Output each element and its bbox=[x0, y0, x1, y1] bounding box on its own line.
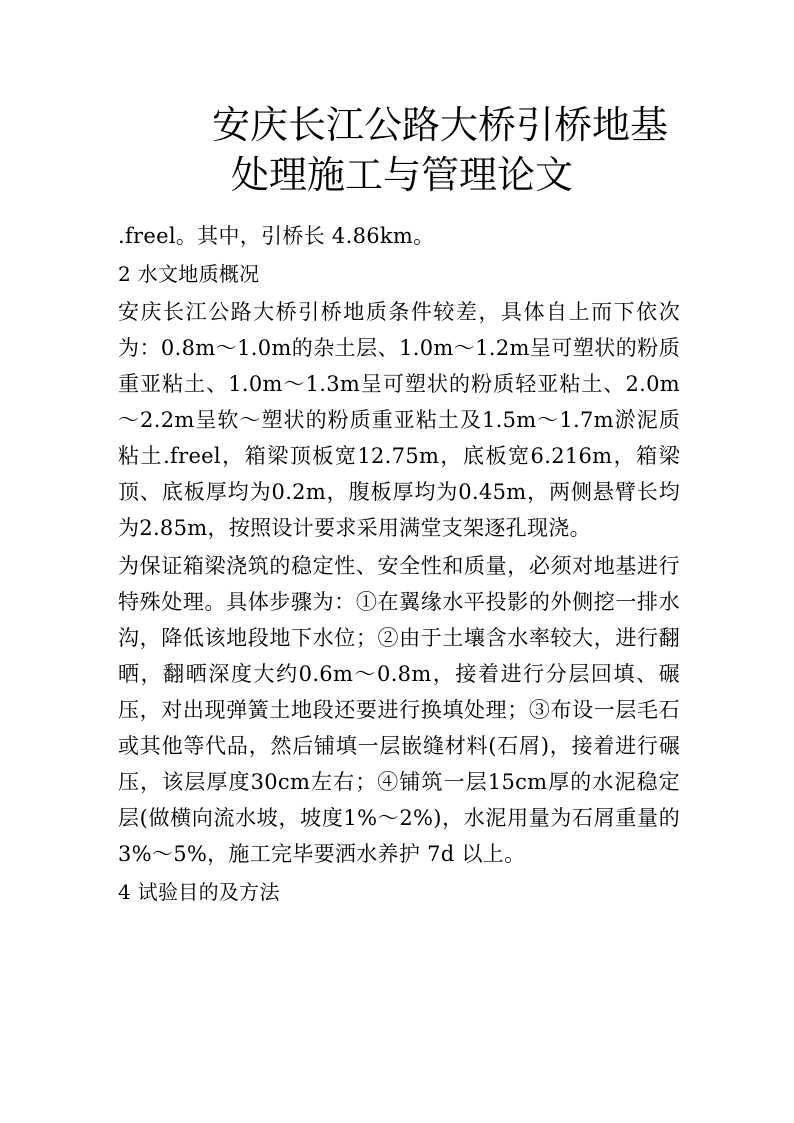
document-title bbox=[0, 100, 794, 200]
paragraph-foundation-treatment: 为保证箱梁浇筑的稳定性、安全性和质量，必须对地基进行特殊处理。具体步骤为：①在翼缘水平投影的外侧挖一排水沟，降低该地段地下水位；②由于土壤含水率较大，进行翻晒，翻晒深度大约0.6m～0.8m，接着进行分层回填、碾压，对出现弹簧土地段还要进行换填处理；③布设一层毛石或其他等代品，然后铺填一层嵌缝材料(石屑)，接着进行碾压，该层厚度30cm左右；④铺筑一层15cm厚的水泥稳定层(做横向流水坡，坡度1%～2%)，水泥用量为石屑重量的3%～5%，施工完毕要洒水养护 7d 以上。 bbox=[118, 554, 680, 866]
section-heading-test-methods: 4 试验目的及方法 bbox=[118, 880, 280, 904]
document-body bbox=[118, 218, 680, 910]
paragraph-intro-fragment: .freel。其中，引桥长 4.86km。 bbox=[118, 224, 435, 248]
title-line-2: 处理施工与管理论文 bbox=[231, 153, 574, 197]
title-line-1: 安庆长江公路大桥引桥地基 bbox=[212, 103, 669, 147]
section-heading-hydrogeology: 2 水文地质概况 bbox=[118, 262, 260, 286]
paragraph-geology: 安庆长江公路大桥引桥地质条件较差，具体自上而下依次为：0.8m～1.0m的杂土层、1.0m～1.2m呈可塑状的粉质重亚粘土、1.0m～1.3m呈可塑状的粉质轻亚粘土、2.0m～2.2m呈软～塑状的粉质重亚粘土及1.5m～1.7m淤泥质粘土.freel，箱梁顶板宽12.75m，底板宽6.216m，箱梁顶、底板厚均为0.2m，腹板厚均为0.45m，两侧悬臂长均为2.85m，按照设计要求采用满堂支架逐孔现浇。 bbox=[118, 300, 680, 540]
